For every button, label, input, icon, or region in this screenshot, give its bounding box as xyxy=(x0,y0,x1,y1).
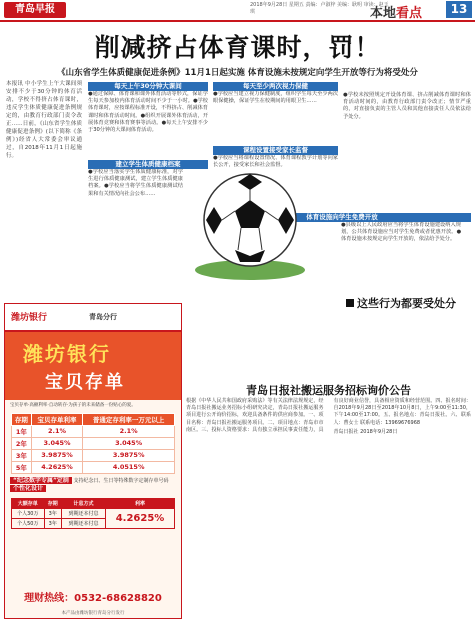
bank-intro: 宝贝存单·高额利率·自动转存·为孩子的未来储备一份贴心的爱。 xyxy=(10,403,136,408)
section-body: ●学校应当建立视力保健制度，组织学生每天至少两次眼保健操，保证学生在校期间的用眼卫生…… xyxy=(213,91,338,105)
section-heading: 每天上午30分钟大课间 xyxy=(88,82,208,91)
plan-label: “纪念数字专属”定制 xyxy=(10,477,72,484)
section-heading: 建立学生体质健康档案 xyxy=(88,160,208,169)
soccer-ball-image xyxy=(190,162,310,282)
subheadline: 《山东省学生体质健康促进条例》11月1日起实施 体育设施未按规定向学生开放等行为将受处分 xyxy=(57,68,418,78)
section-body: ●学校未按照规定开设体育课、挤占削减体育课时和体育活动时间的，由教育行政部门责令改正；情节严重的，对直接负责的主管人员和其他直接责任人员依法给予处分。 xyxy=(343,92,471,120)
tender-body xyxy=(186,398,471,616)
deposit-row: 个人50万 3年 到期还本付息 xyxy=(12,518,175,528)
bank-hotline: 理财热线：0532-68628820 xyxy=(24,593,162,604)
section-title-a: 本地 xyxy=(370,6,397,21)
deposit-row: 个人30万 3年 到期还本付息 4.2625% xyxy=(12,508,175,518)
deposit-table: 大额存单 存期 计息方式 利率 个人30万 3年 到期还本付息 4.2625% 个人50万 3年 到期还本付息 xyxy=(11,498,175,529)
bank-header xyxy=(5,304,181,332)
rate-row: 5年 4.2625% 4.0515% xyxy=(12,461,175,473)
rate-header: 普通定存利率一万元以上 xyxy=(83,413,175,425)
bank-branch: 青岛分行 xyxy=(89,313,117,321)
rate-row: 2年 3.045% 3.045% xyxy=(12,437,175,449)
plan-text: 支持纪念日、生日等特殊数字定制存单号码 xyxy=(73,477,169,484)
rate-row: 1年 2.1% 2.1% xyxy=(12,425,175,437)
notes-title: 这些行为都要受处分 xyxy=(346,295,456,311)
dateline: 2018年9月28日 星期五 责编：卢淑梓 美编：耿明 审读：赵玉琪 xyxy=(250,2,389,15)
bank-plan xyxy=(5,474,181,496)
section-heading: 每天至少两次视力保健 xyxy=(213,82,338,91)
section-title-b: 看点 xyxy=(396,6,423,21)
bank-footnote: 本产品由潍坊银行青岛分行发行 xyxy=(61,611,125,616)
headline: 削减挤占体育课时，罚！ xyxy=(94,33,381,62)
rate-header: 存期 xyxy=(12,413,32,425)
bank-advertisement xyxy=(4,303,182,619)
tender-text: 根据《中华人民共和国政府采购法》等有关法律法规规定，经青岛日报社搬运业务招标小组研究决定，青岛日报社搬运服务项目进行公开询价招标，欢迎具备条件的供应商参加。一、项目名称：青岛日报社搬运服务项目。二、项目地点：青岛市市南区。三、投标人资格要求：具有独立承担民事责任能力，具有良好商业信誉，具备相应资质和经营范围。四、报名时间：自2018年9月28日至2018年10月8日，上午9:00至11:30，下午14:00至17:00。五、报名地点：青岛日报社。六、联系人：曹女士 联系电话：13969676968 xyxy=(186,398,471,433)
section-body: ●学校应当将课程设置情况、体育课程教学计划等向家长公开，接受家长和社会监督。 xyxy=(213,155,338,169)
bank-banner xyxy=(5,332,181,400)
lead-column xyxy=(6,80,82,290)
section-heading: 课程设置接受家长监督 xyxy=(213,146,338,155)
lead-text: 本报讯 中小学生上午大课间须安排不少于30分钟的体育活动，学校不得挤占体育课时，违反学生体质健康促进条例规定的，由教育行政部门责令改正……日前，《山东省学生体质健康促进条例》(以下简称《条例》)经省人大常委会审议通过，自2018年11月1日起施行。 xyxy=(6,81,82,159)
tender-title: 青岛日报社搬运服务招标询价公告 xyxy=(246,384,411,397)
newspaper-logo: 青岛早报 xyxy=(4,2,66,18)
bank-logo: 潍坊银行 xyxy=(11,313,48,323)
section-title xyxy=(370,2,422,21)
rate-header: 宝贝存单利率 xyxy=(31,413,83,425)
banner-subtitle: 宝贝存单 xyxy=(45,372,125,393)
page-number: 13 xyxy=(446,1,472,18)
tender-signature: 青岛日报社 2018年9月28日 xyxy=(333,428,398,435)
banner-title: 潍坊银行 xyxy=(23,342,111,366)
section-body: ●通过保障、体育课和课外体育活动等形式，保证学生每天参加校内体育活动时间不少于一小时。●学校体育课时，应按课程标准开设，不得挤占、削减体育课时和体育活动时间。●组织开展课外体育活动，开展体育竞赛和体育赛事等活动。●每天上午安排不少于30分钟的大课间体育活动。 xyxy=(88,91,208,134)
square-bullet-icon xyxy=(346,299,354,307)
rate-row: 3年 3.9875% 3.9875% xyxy=(12,449,175,461)
section-body: ●县级以上人民政府应当将学生体育设施建设纳入规划，公共体育设施应当对学生免费或者优惠开放。●体育设施未按规定向学生开放的，依法给予处分。 xyxy=(341,222,461,243)
section-body: ●学校应当落实学生体质健康标准，对学生进行体质健康测试，建立学生体质健康档案。●学校应当将学生体质健康测试结果和有关情况向社会公布…… xyxy=(88,169,183,197)
personal-label: 个性化设计 xyxy=(10,485,46,492)
deposit-rate: 4.2625% xyxy=(115,512,165,524)
rate-table xyxy=(11,413,175,474)
section-heading: 体育设施向学生免费开放 xyxy=(213,213,471,222)
